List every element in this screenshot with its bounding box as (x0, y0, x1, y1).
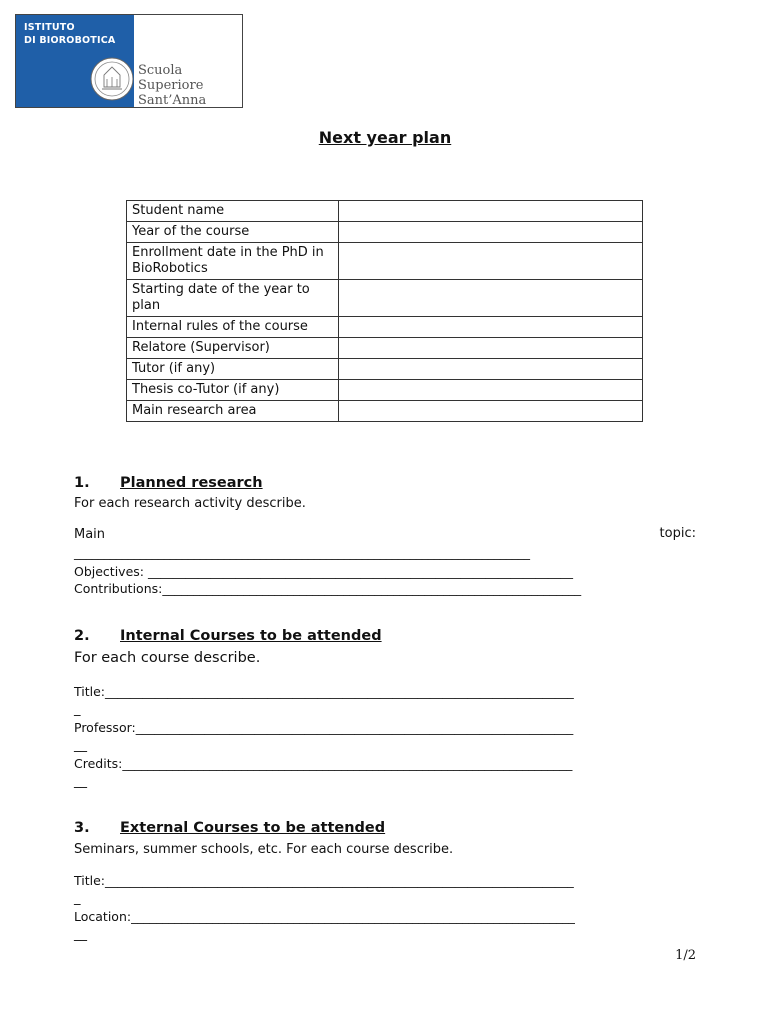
row-label: Starting date of the year to plan (127, 280, 339, 317)
section-2-heading (74, 628, 382, 644)
section-number: 3. (74, 820, 90, 836)
professor-field[interactable]: Professor:______________________________________________________________________ (74, 720, 574, 735)
credits-field[interactable]: Credits:________________________________________________________________________ (74, 756, 573, 771)
location-wrap: __ (74, 927, 87, 942)
table-row (127, 338, 643, 359)
page-title: Next year plan (318, 128, 452, 147)
row-label: Year of the course (127, 222, 339, 243)
institute-logo (15, 14, 243, 108)
external-title-field[interactable]: Title:___________________________________________________________________________ (74, 873, 574, 888)
location-field[interactable]: Location:_______________________________________________________________________ (74, 909, 575, 924)
section-1-heading (74, 475, 263, 491)
table-row (127, 359, 643, 380)
logo-line-1: ISTITUTO (24, 22, 75, 33)
course-title-wrap: _ (74, 702, 81, 717)
row-label: Enrollment date in the PhD in BioRobotics (127, 243, 339, 280)
objectives-field[interactable]: Objectives: ____________________________________________________________________ (74, 564, 573, 579)
main-label: Main (74, 527, 106, 542)
section-title: Internal Courses to be attended (120, 628, 382, 644)
row-value-field[interactable] (339, 317, 643, 338)
external-title-wrap: _ (74, 891, 81, 906)
section-2-intro: For each course describe. (74, 650, 261, 666)
section-3-heading (74, 820, 385, 836)
topic-field-line[interactable]: ____________________________________________________________________________ (74, 546, 530, 560)
table-row (127, 317, 643, 338)
row-label: Student name (127, 201, 339, 222)
row-value-field[interactable] (339, 380, 643, 401)
professor-wrap: __ (74, 738, 87, 753)
row-label: Relatore (Supervisor) (127, 338, 339, 359)
table-row (127, 280, 643, 317)
section-number: 2. (74, 628, 90, 644)
row-value-field[interactable] (339, 338, 643, 359)
table-row (127, 201, 643, 222)
section-number: 1. (74, 475, 90, 491)
row-label: Tutor (if any) (127, 359, 339, 380)
row-value-field[interactable] (339, 222, 643, 243)
row-label: Internal rules of the course (127, 317, 339, 338)
topic-label: topic: (659, 526, 696, 541)
section-3-intro: Seminars, summer schools, etc. For each course describe. (74, 842, 454, 857)
row-value-field[interactable] (339, 201, 643, 222)
row-value-field[interactable] (339, 359, 643, 380)
credits-wrap: __ (74, 774, 87, 789)
page-number: 1/2 (675, 948, 696, 963)
course-title-field[interactable]: Title:___________________________________________________________________________ (74, 684, 574, 699)
contributions-field[interactable]: Contributions:___________________________________________________________________ (74, 581, 582, 596)
row-value-field[interactable] (339, 401, 643, 422)
student-info-table (126, 200, 643, 422)
row-label: Main research area (127, 401, 339, 422)
table-row (127, 222, 643, 243)
logo-line-2: DI BIOROBOTICA (24, 35, 116, 46)
table-row (127, 243, 643, 280)
section-title: Planned research (120, 475, 263, 491)
table-row (127, 401, 643, 422)
row-value-field[interactable] (339, 280, 643, 317)
table-row (127, 380, 643, 401)
row-value-field[interactable] (339, 243, 643, 280)
section-1-intro: For each research activity describe. (74, 496, 306, 511)
section-title: External Courses to be attended (120, 820, 386, 836)
row-label: Thesis co-Tutor (if any) (127, 380, 339, 401)
school-name: Scuola Superiore Sant’Anna (138, 63, 207, 108)
seal-icon (90, 57, 134, 101)
